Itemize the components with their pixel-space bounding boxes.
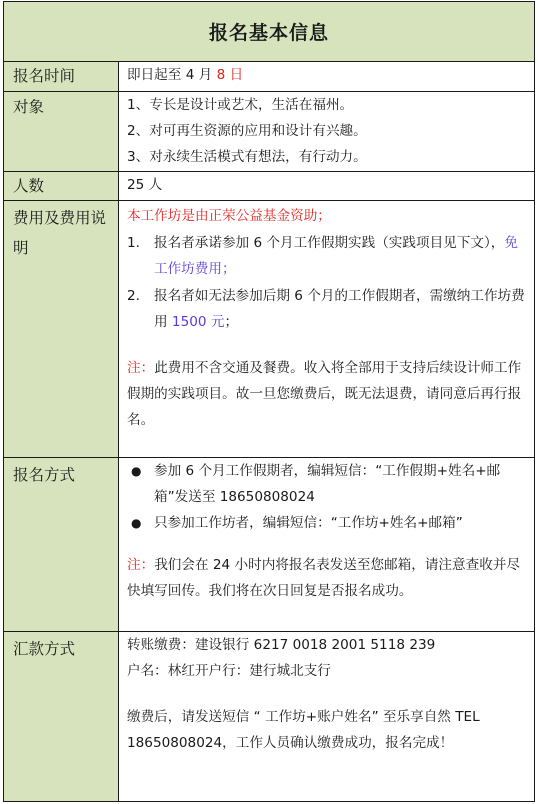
method-item1: 参加 6 个月工作假期者，编辑短信：“工作假期+姓名+邮箱”发送至 18650808024 [154,463,501,505]
fee-item2-text: 报名者如无法参加后期 6 个月的工作假期者，需缴纳工作坊费用 [154,288,525,330]
method-label: 报名方式 [4,458,119,632]
method-content [119,458,535,632]
time-prefix: 即日起至 4 月 [127,67,213,83]
target-item: 1、专长是设计或艺术，生活在福州。 [127,97,354,113]
table-row [4,201,535,458]
target-label: 对象 [4,92,119,172]
registration-info-sheet [3,1,534,801]
payment-instruction: 缴费后，请发送短信 “ 工作坊+账户姓名” 至乐享自然 TEL 18650808024，工作人员确认缴费成功，报名完成！ [127,709,480,751]
method-item2: 只参加工作坊者，编辑短信：“工作坊+姓名+邮箱” [154,515,463,531]
list-number: 2. [127,288,140,304]
payment-holder-line: 户名：林红开户行：建行城北支行 [127,663,331,679]
time-label: 报名时间 [4,62,119,92]
list-item [127,510,529,536]
payment-content [119,632,535,802]
target-content [119,92,535,172]
time-content [119,62,535,92]
info-table [3,1,535,802]
method-note-text: 我们会在 24 小时内将报名表发送至您邮箱，请注意查收并尽快填写回传。我们将在次日回复是否报名成功。 [127,557,520,599]
table-row [4,62,535,92]
page-title: 报名基本信息 [4,2,535,62]
fee-note-label: 注： [127,360,155,376]
list-item [127,230,529,282]
table-row [4,92,535,172]
method-note-label: 注： [127,557,155,573]
bullet-icon: ● [131,464,142,478]
target-item: 3、对永续生活模式有想法，有行动力。 [127,149,367,165]
list-number: 1. [127,235,140,251]
count-value: 25 人 [119,172,535,201]
table-row [4,632,535,802]
time-date-highlight: 8 日 [216,67,244,83]
fee-item1-highlight: 免工作坊费用； [154,235,518,277]
fee-note-text: 此费用不含交通及餐费。收入将全部用于支持后续设计师工作假期的实践项目。故一旦您缴费后，既无法退费，请同意后再行报名。 [127,360,522,428]
fee-item1-text: 报名者承诺参加 6 个月工作假期实践（实践项目见下文）， [154,235,505,251]
title-row [4,2,535,62]
table-row [4,172,535,201]
target-item: 2、对可再生资源的应用和设计有兴趣。 [127,123,367,139]
fee-label: 费用及费用说明 [4,201,119,458]
payment-account-line: 转账缴费：建设银行 6217 0018 2001 5118 239 [127,637,436,653]
fee-item2-suffix: ； [224,314,239,330]
fee-note [127,355,529,433]
fee-content [119,201,535,458]
table-row [4,458,535,632]
fee-sponsor: 本工作坊是由正荣公益基金资助； [127,208,331,224]
count-label: 人数 [4,172,119,201]
list-item [127,458,529,510]
method-note [127,552,529,604]
bullet-icon: ● [131,516,142,530]
fee-item2-highlight: 1500 元 [171,314,225,330]
list-item [127,283,529,335]
payment-label: 汇款方式 [4,632,119,802]
